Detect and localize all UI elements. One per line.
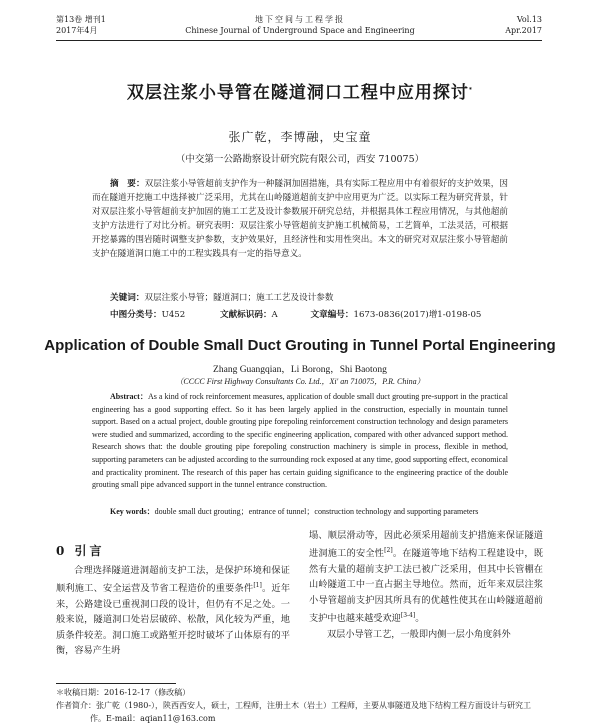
abstract-en-text: As a kind of rock reinforcement measures, application of double small duct grouting pre-support in the practical engineering has a good supporting effect. So it has been largely applied in the construction, especially in mountain tunnel support. Based on a actual project, double grouting pipe forepoling reinforcement construction technology and design parameters were studied and summarized, according to the specific engineering application, compared with other advanced support method. Research shows that: the double grouting pipe forepoling construction machinery is simple in process, flexible in method, supporting parameters can be adjusted according to the surrounding rock exposed at any time, good supporting effect, economical and practicality prominent. The research of this paper has certain guiding significance to the engineering practice of the double grouting small pipe advanced support in the tunnel entrance construction. bbox=[92, 392, 508, 490]
intro-right-text: 塌、顺层滑动等，因此必须采用超前支护措施来保证隧道进洞施工的安全性 bbox=[309, 530, 543, 560]
article-no-value: 1673-0836(2017)增1-0198-05 bbox=[353, 310, 482, 320]
citation-1: [1] bbox=[253, 582, 262, 590]
keywords-cn bbox=[92, 291, 508, 305]
keywords-en bbox=[92, 506, 508, 519]
classification-line bbox=[110, 308, 520, 322]
author-biography: 作者简介：张广乾（1980-），陕西西安人，硕士，工程师，注册土木（岩土）工程师，主要从事隧道及地下结构工程方面设计与研究工作。E-mail：aqian11@163.com bbox=[56, 701, 532, 723]
keywords-cn-text: 双层注浆小导管；隧道洞口；施工工艺及设计参数 bbox=[144, 293, 334, 303]
introduction-heading bbox=[56, 540, 105, 559]
paper-title-en: Application of Double Small Duct Grouting in Tunnel Portal Engineering bbox=[44, 337, 556, 354]
keywords-en-text: double small duct grouting；entrance of tunnel；construction technology and supporting parameters bbox=[154, 507, 479, 516]
paper-title-cn bbox=[0, 78, 600, 103]
intro-left-text-2: 。近年来，公路建设已重视洞口段的设计，但仍有不足之处。一般来说，隧道洞口处岩层破碎、松散，风化较为严重，地质条件较差。洞口施工或路堑开挖时破坏了山体原有的平衡，容易产生坍 bbox=[56, 583, 290, 657]
abstract-en bbox=[92, 391, 508, 492]
footnote-rule bbox=[56, 683, 176, 684]
date-cn: 2017年4月 bbox=[56, 26, 98, 35]
clc-value: U452 bbox=[161, 310, 186, 320]
intro-right-text-3: 。 bbox=[415, 613, 425, 625]
doc-code-label: 文献标识码： bbox=[219, 310, 272, 320]
citation-3-4: [3-4] bbox=[400, 612, 416, 620]
intro-left-text: 合理选择隧道进洞超前支护工法，是保护环境和保证顺利施工、安全运营及节省工程造价的重要条件 bbox=[56, 565, 290, 595]
abstract-en-label: Abstract： bbox=[110, 392, 148, 401]
volume-issue-cn: 第13卷 增刊1 bbox=[56, 15, 106, 24]
journal-name-en: Chinese Journal of Underground Space and Engineering bbox=[185, 26, 415, 35]
citation-2: [2] bbox=[384, 547, 393, 555]
article-no-label: 文章编号： bbox=[310, 310, 354, 320]
authors-en: Zhang Guangqian，Li Borong，Shi Baotong bbox=[213, 365, 387, 375]
abstract-cn-label: 摘 要： bbox=[110, 179, 145, 189]
title-cn-text: 双层注浆小导管在隧道洞口工程中应用探讨 bbox=[126, 83, 469, 103]
intro-right-text-2: 。在隧道等地下结构工程建设中，既然有大量的超前支护工法已被广泛采用，但其中长管棚在山岭隧道工中一直占据主导地位。然而，近年来双层注浆小导管超前支护因其所具有的优越性使其在山岭隧道超前支护中也越来越受欢迎 bbox=[309, 548, 544, 625]
abstract-cn bbox=[92, 177, 508, 261]
title-footnote-mark: * bbox=[468, 86, 474, 94]
footnote bbox=[56, 686, 542, 725]
header-rule bbox=[56, 40, 542, 41]
running-header-right bbox=[505, 14, 542, 36]
received-date: ＊收稿日期：2016-12-17（修改稿） bbox=[56, 688, 191, 697]
keywords-en-label: Key words： bbox=[110, 507, 155, 516]
date-en: Apr.2017 bbox=[505, 26, 542, 35]
volume-en: Vol.13 bbox=[516, 15, 542, 24]
body-left-column bbox=[56, 563, 290, 659]
journal-name-cn: 地下空间与工程学报 bbox=[255, 15, 345, 24]
intro-right-para-1 bbox=[309, 528, 543, 627]
keywords-cn-label: 关键词： bbox=[110, 293, 145, 303]
body-right-column bbox=[309, 528, 543, 642]
abstract-cn-text: 双层注浆小导管超前支护作为一种隧洞加固措施，具有实际工程应用中有着很好的支护效果，因而在隧道开挖施工中选择被广泛采用，尤其在山岭隧道超前支护中应用更为广泛。以实际工程为研究背景，针对双层注浆小导管超前支护加固的施工工艺及设计参数展开研究总结，并根据具体工程应用情况，与其他超前支护方法进行了对比分析。研究表明：双层注浆小导管超前支护施工机械简易，工艺简单，工法灵活，可根据开挖暴露的围岩随时调整支护参数，支护效果好，且经济性和实用性突出。本文的研究对双层注浆小导管超前支护在隧道洞口施工中的工程实践具有一定的指导意义。 bbox=[92, 179, 508, 259]
intro-right-para-2: 双层小导管工艺，一般即内侧一层小角度斜外 bbox=[327, 628, 511, 640]
doc-code-value: A bbox=[271, 310, 278, 320]
affiliation-en: （CCCC First Highway Consultants Co. Ltd.，Xi' an 710075，P.R. China） bbox=[175, 377, 425, 386]
authors-cn: 张广乾，李博融，史宝童 bbox=[228, 130, 372, 144]
affiliation-cn: （中交第一公路勘察设计研究院有限公司，西安 710075） bbox=[175, 154, 425, 165]
section-heading-0: 0 引言 bbox=[56, 544, 105, 558]
clc-label: 中图分类号： bbox=[110, 310, 162, 320]
